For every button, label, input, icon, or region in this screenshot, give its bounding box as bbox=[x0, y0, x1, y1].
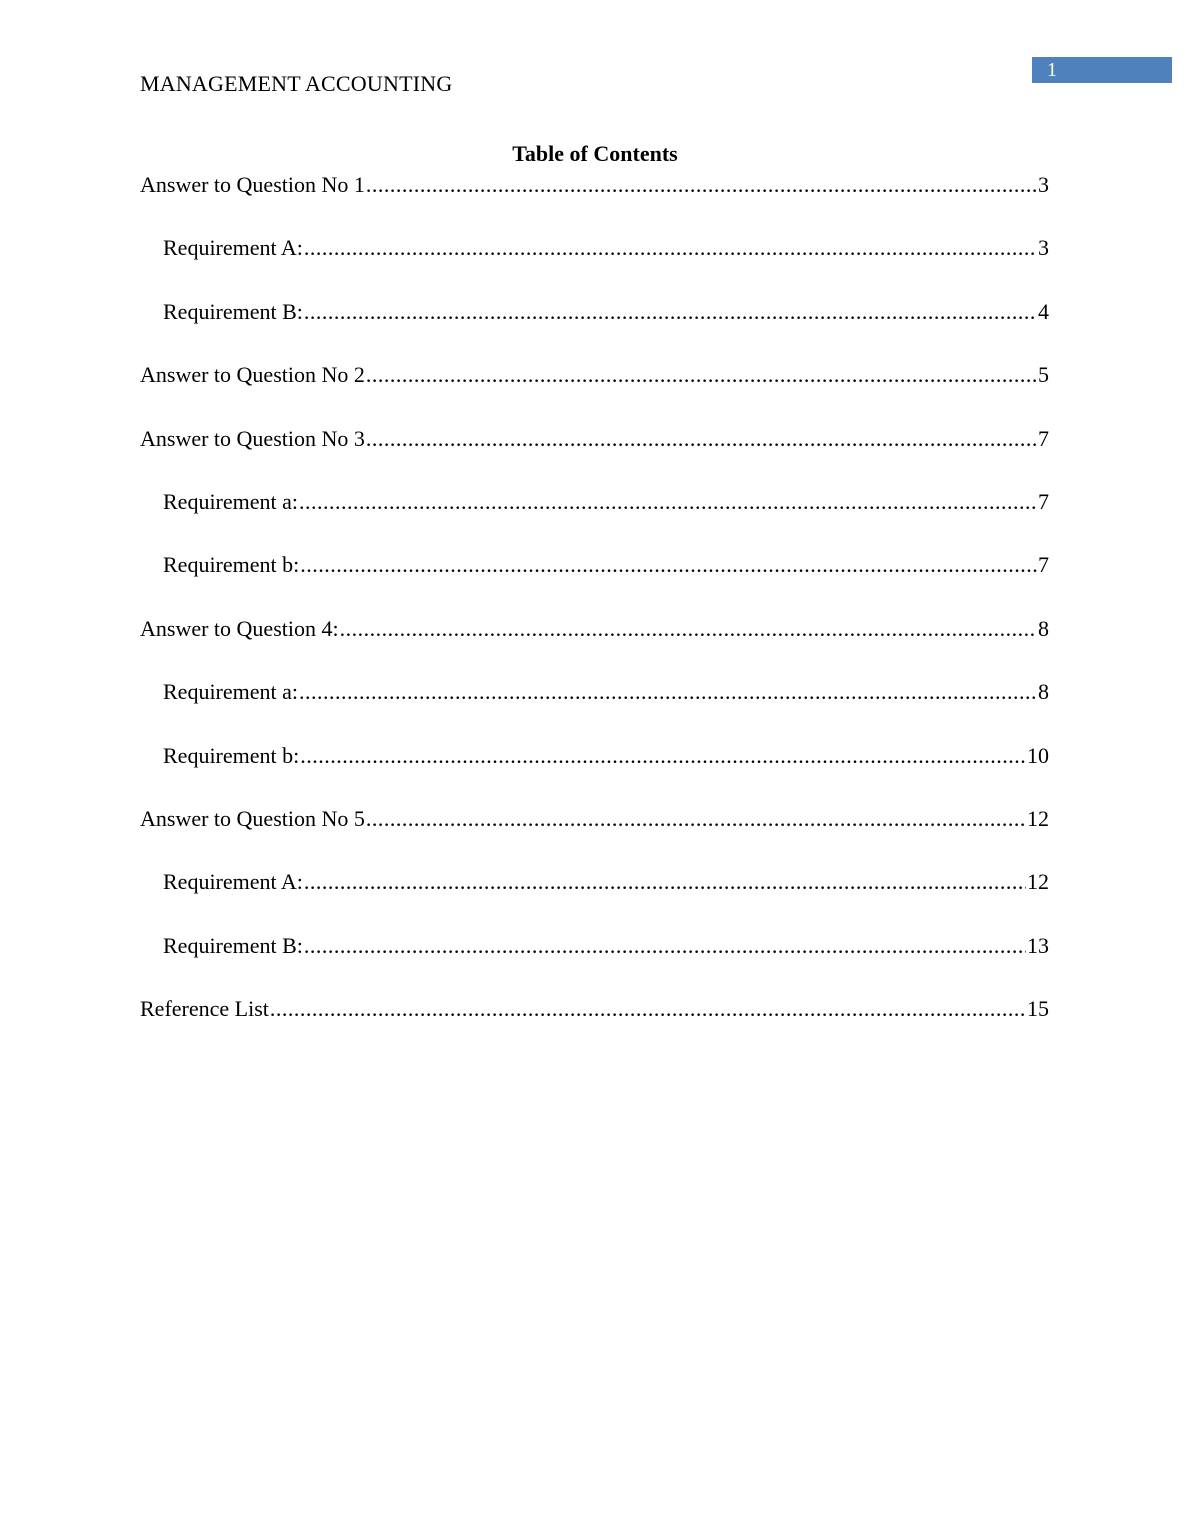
toc-entry-label: Requirement b: bbox=[163, 550, 300, 580]
toc-dot-leader bbox=[300, 550, 1037, 580]
toc-dot-leader bbox=[270, 994, 1026, 1024]
toc-dot-leader bbox=[304, 297, 1037, 327]
toc-entry[interactable] bbox=[163, 677, 1049, 707]
toc-entry-page-number: 7 bbox=[1037, 424, 1049, 454]
toc-dot-leader bbox=[340, 614, 1037, 644]
toc-entry-page-number: 3 bbox=[1037, 170, 1049, 200]
toc-entry-label: Reference List bbox=[140, 994, 270, 1024]
toc-dot-leader bbox=[366, 804, 1026, 834]
toc-entry-page-number: 12 bbox=[1026, 867, 1049, 897]
toc-entry-label: Requirement B: bbox=[163, 297, 304, 327]
toc-entry-page-number: 7 bbox=[1037, 487, 1049, 517]
toc-dot-leader bbox=[299, 677, 1037, 707]
toc-dot-leader bbox=[304, 931, 1026, 961]
toc-entry-page-number: 12 bbox=[1026, 804, 1049, 834]
toc-entry[interactable] bbox=[140, 424, 1049, 454]
toc-dot-leader bbox=[304, 233, 1037, 263]
toc-entry-page-number: 13 bbox=[1026, 931, 1049, 961]
toc-entry[interactable] bbox=[163, 233, 1049, 263]
toc-entry[interactable] bbox=[140, 360, 1049, 390]
toc-heading: Table of Contents bbox=[512, 141, 678, 166]
toc-entry-label: Answer to Question No 3 bbox=[140, 424, 366, 454]
toc-entry-page-number: 15 bbox=[1026, 994, 1049, 1024]
toc-entry[interactable] bbox=[140, 170, 1049, 200]
toc-dot-leader bbox=[299, 487, 1037, 517]
toc-entry-label: Requirement a: bbox=[163, 487, 299, 517]
toc-entry[interactable] bbox=[140, 804, 1049, 834]
toc-dot-leader bbox=[366, 170, 1037, 200]
toc-entry-page-number: 4 bbox=[1037, 297, 1049, 327]
toc-entry-label: Requirement b: bbox=[163, 741, 300, 771]
toc-entry[interactable] bbox=[163, 487, 1049, 517]
toc-entry[interactable] bbox=[163, 867, 1049, 897]
toc-entry-label: Answer to Question No 2 bbox=[140, 360, 366, 390]
toc-entry-label: Requirement A: bbox=[163, 867, 304, 897]
page-number-badge bbox=[1032, 57, 1172, 83]
toc-entry-page-number: 7 bbox=[1037, 550, 1049, 580]
toc-entry[interactable] bbox=[140, 614, 1049, 644]
toc-entry[interactable] bbox=[140, 994, 1049, 1024]
toc-entry-label: Answer to Question No 1 bbox=[140, 170, 366, 200]
toc-entry[interactable] bbox=[163, 741, 1049, 771]
toc-entry[interactable] bbox=[163, 550, 1049, 580]
toc-dot-leader bbox=[304, 867, 1026, 897]
page-number: 1 bbox=[1047, 59, 1057, 81]
toc-entry-page-number: 3 bbox=[1037, 233, 1049, 263]
toc-entry-label: Requirement B: bbox=[163, 931, 304, 961]
running-header-title: MANAGEMENT ACCOUNTING bbox=[140, 71, 453, 96]
toc-dot-leader bbox=[366, 424, 1037, 454]
toc-entry-label: Requirement a: bbox=[163, 677, 299, 707]
toc-dot-leader bbox=[300, 741, 1026, 771]
toc-entry-page-number: 8 bbox=[1037, 677, 1049, 707]
toc-entry-label: Requirement A: bbox=[163, 233, 304, 263]
toc-entry-label: Answer to Question 4: bbox=[140, 614, 340, 644]
toc-dot-leader bbox=[366, 360, 1037, 390]
toc-entry[interactable] bbox=[163, 931, 1049, 961]
toc-entry-page-number: 5 bbox=[1037, 360, 1049, 390]
toc-entry[interactable] bbox=[163, 297, 1049, 327]
toc-entry-page-number: 10 bbox=[1026, 741, 1049, 771]
toc-entry-label: Answer to Question No 5 bbox=[140, 804, 366, 834]
toc-entry-page-number: 8 bbox=[1037, 614, 1049, 644]
